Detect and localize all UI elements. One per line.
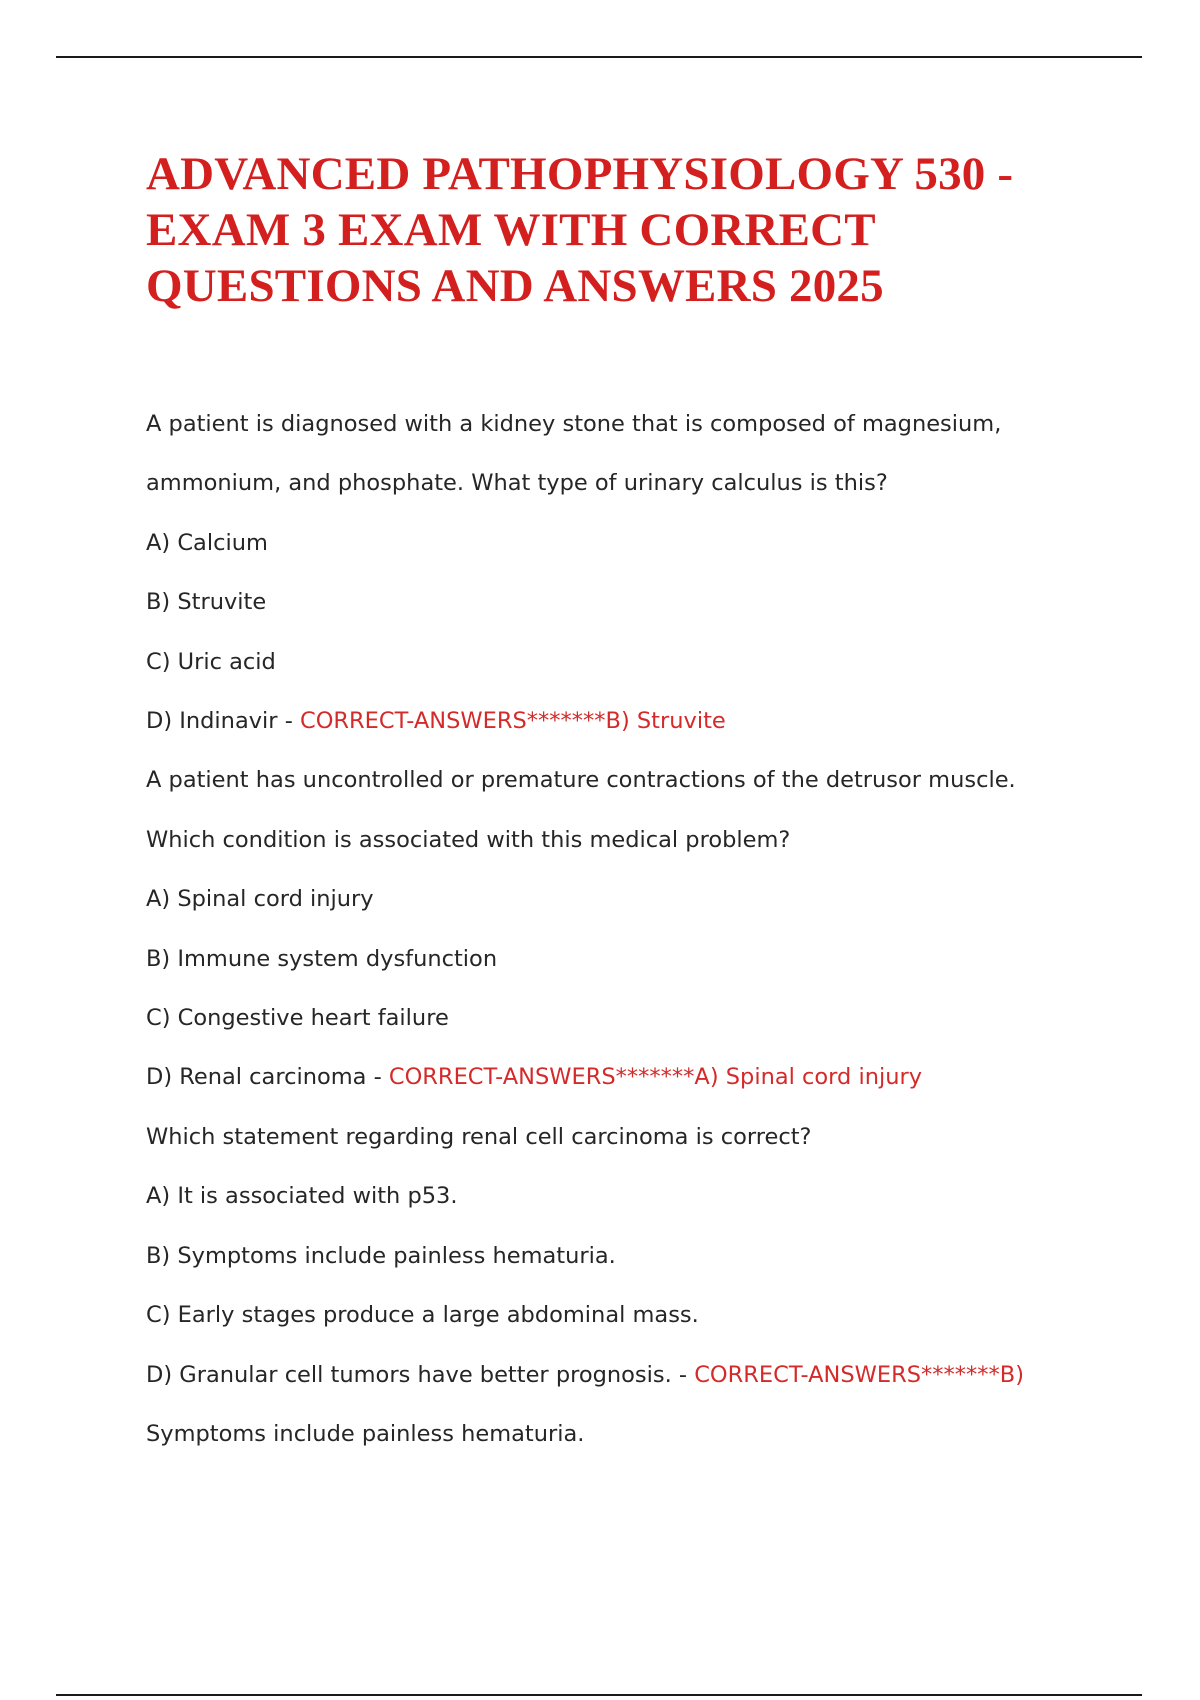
header-rule bbox=[56, 56, 1142, 58]
question-3-option-a: A) It is associated with p53. bbox=[146, 1183, 458, 1210]
question-3-correct-answer: CORRECT-ANSWERS*******B) bbox=[694, 1361, 1024, 1388]
questions-list bbox=[146, 395, 1076, 1464]
document-title: ADVANCED PATHOPHYSIOLOGY 530 - EXAM 3 EXAM WITH CORRECT QUESTIONS AND ANSWERS 2025 bbox=[146, 148, 1014, 312]
question-3-option-b: B) Symptoms include painless hematuria. bbox=[146, 1242, 616, 1269]
question-3-option-d: D) Granular cell tumors have better prognosis. - bbox=[146, 1361, 695, 1388]
question-1-stem-line-1: A patient is diagnosed with a kidney stone that is composed of magnesium, bbox=[146, 411, 1002, 437]
question-2-option-c: C) Congestive heart failure bbox=[146, 1005, 449, 1032]
question-1-option-d-row bbox=[146, 692, 1076, 751]
question-1-option-c: C) Uric acid bbox=[146, 648, 276, 675]
question-1-option-b: B) Struvite bbox=[146, 589, 267, 616]
question-3-stem-line-1: Which statement regarding renal cell carcinoma is correct? bbox=[146, 1123, 812, 1150]
question-2-option-d-row bbox=[146, 1048, 1076, 1107]
question-1-option-a: A) Calcium bbox=[146, 529, 268, 556]
question-3-option-c: C) Early stages produce a large abdominal mass. bbox=[146, 1302, 699, 1329]
question-2-stem-line-1: A patient has uncontrolled or premature contractions of the detrusor muscle. bbox=[146, 767, 1016, 794]
footer-rule bbox=[56, 1694, 1142, 1696]
question-2-option-b: B) Immune system dysfunction bbox=[146, 945, 498, 972]
question-2-stem-line-2: Which condition is associated with this medical problem? bbox=[146, 826, 791, 853]
question-2-option-a: A) Spinal cord injury bbox=[146, 886, 374, 913]
question-3-option-d-row bbox=[146, 1346, 1076, 1405]
question-2-correct-answer: CORRECT-ANSWERS*******A) Spinal cord injury bbox=[388, 1064, 923, 1091]
question-3-answer-continuation: Symptoms include painless hematuria. bbox=[146, 1420, 585, 1447]
question-1-correct-answer: CORRECT-ANSWERS*******B) Struvite bbox=[299, 708, 726, 735]
question-1-option-d: D) Indinavir - bbox=[146, 708, 300, 735]
question-1-stem-line-2: ammonium, and phosphate. What type of urinary calculus is this? bbox=[146, 470, 888, 497]
question-2-option-d: D) Renal carcinoma - bbox=[146, 1064, 389, 1091]
